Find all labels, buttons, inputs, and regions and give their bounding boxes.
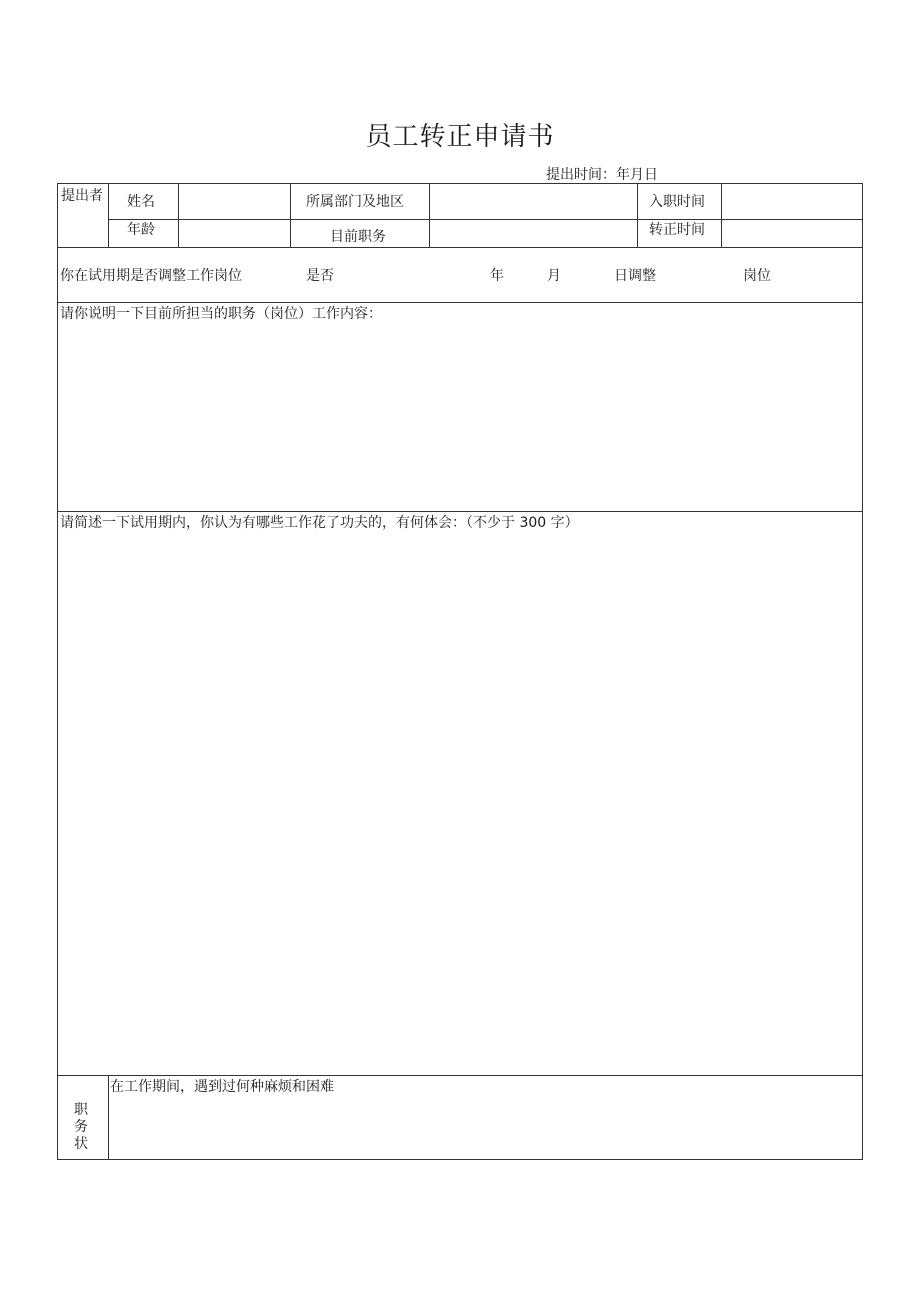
adjustment-post: 岗位 [743,268,771,284]
probation-summary-number: 300 [519,515,547,531]
row-divider-adjustment-bottom [58,302,863,303]
adjustment-question: 你在试用期是否调整工作岗位 [60,268,242,284]
col-divider-department-label [290,184,291,247]
row-divider-header-mid [108,219,863,220]
regularization-date-label: 转正时间 [649,222,705,238]
row-divider-header-bottom [58,247,863,248]
col-divider-name-value [178,184,179,247]
col-divider-applicant [108,184,109,247]
adjustment-yes-no: 是否 [306,268,334,284]
adjustment-day-adjust: 日调整 [614,268,656,284]
row-divider-summary-bottom [58,1075,863,1076]
probation-summary-suffix: 字） [550,515,579,531]
adjustment-month: 月 [547,268,561,284]
col-divider-date-label [637,184,638,247]
probation-summary-prefix: 请简述一下试用期内，你认为有哪些工作花了功夫的，有何体会：（不少于 [60,515,515,531]
job-content-prompt: 请你说明一下目前所担当的职务（岗位）工作内容： [60,306,382,322]
job-status-label-char-1: 职 [74,1102,88,1118]
col-divider-department-value [429,184,430,247]
applicant-section-label: 提出者 [61,188,103,204]
adjustment-year: 年 [490,268,504,284]
department-label: 所属部门及地区 [306,194,404,210]
application-form-table [57,183,863,1160]
job-status-label-char-2: 务 [74,1119,88,1135]
job-status-label [71,1102,91,1153]
row-divider-content-bottom [58,511,863,512]
col-divider-job-status [108,1075,109,1160]
probation-summary-prompt [60,516,579,530]
job-status-prompt: 在工作期间，遇到过何种麻烦和困难 [110,1079,334,1095]
job-status-label-char-3: 状 [74,1136,88,1152]
col-divider-date-value [721,184,722,247]
hire-date-label: 入职时间 [649,194,705,210]
submit-time: 提出时间：年月日 [546,167,658,183]
current-position-label: 目前职务 [330,229,386,245]
name-label: 姓名 [127,194,155,210]
document-title: 员工转正申请书 [365,122,555,152]
age-label: 年龄 [127,222,155,238]
